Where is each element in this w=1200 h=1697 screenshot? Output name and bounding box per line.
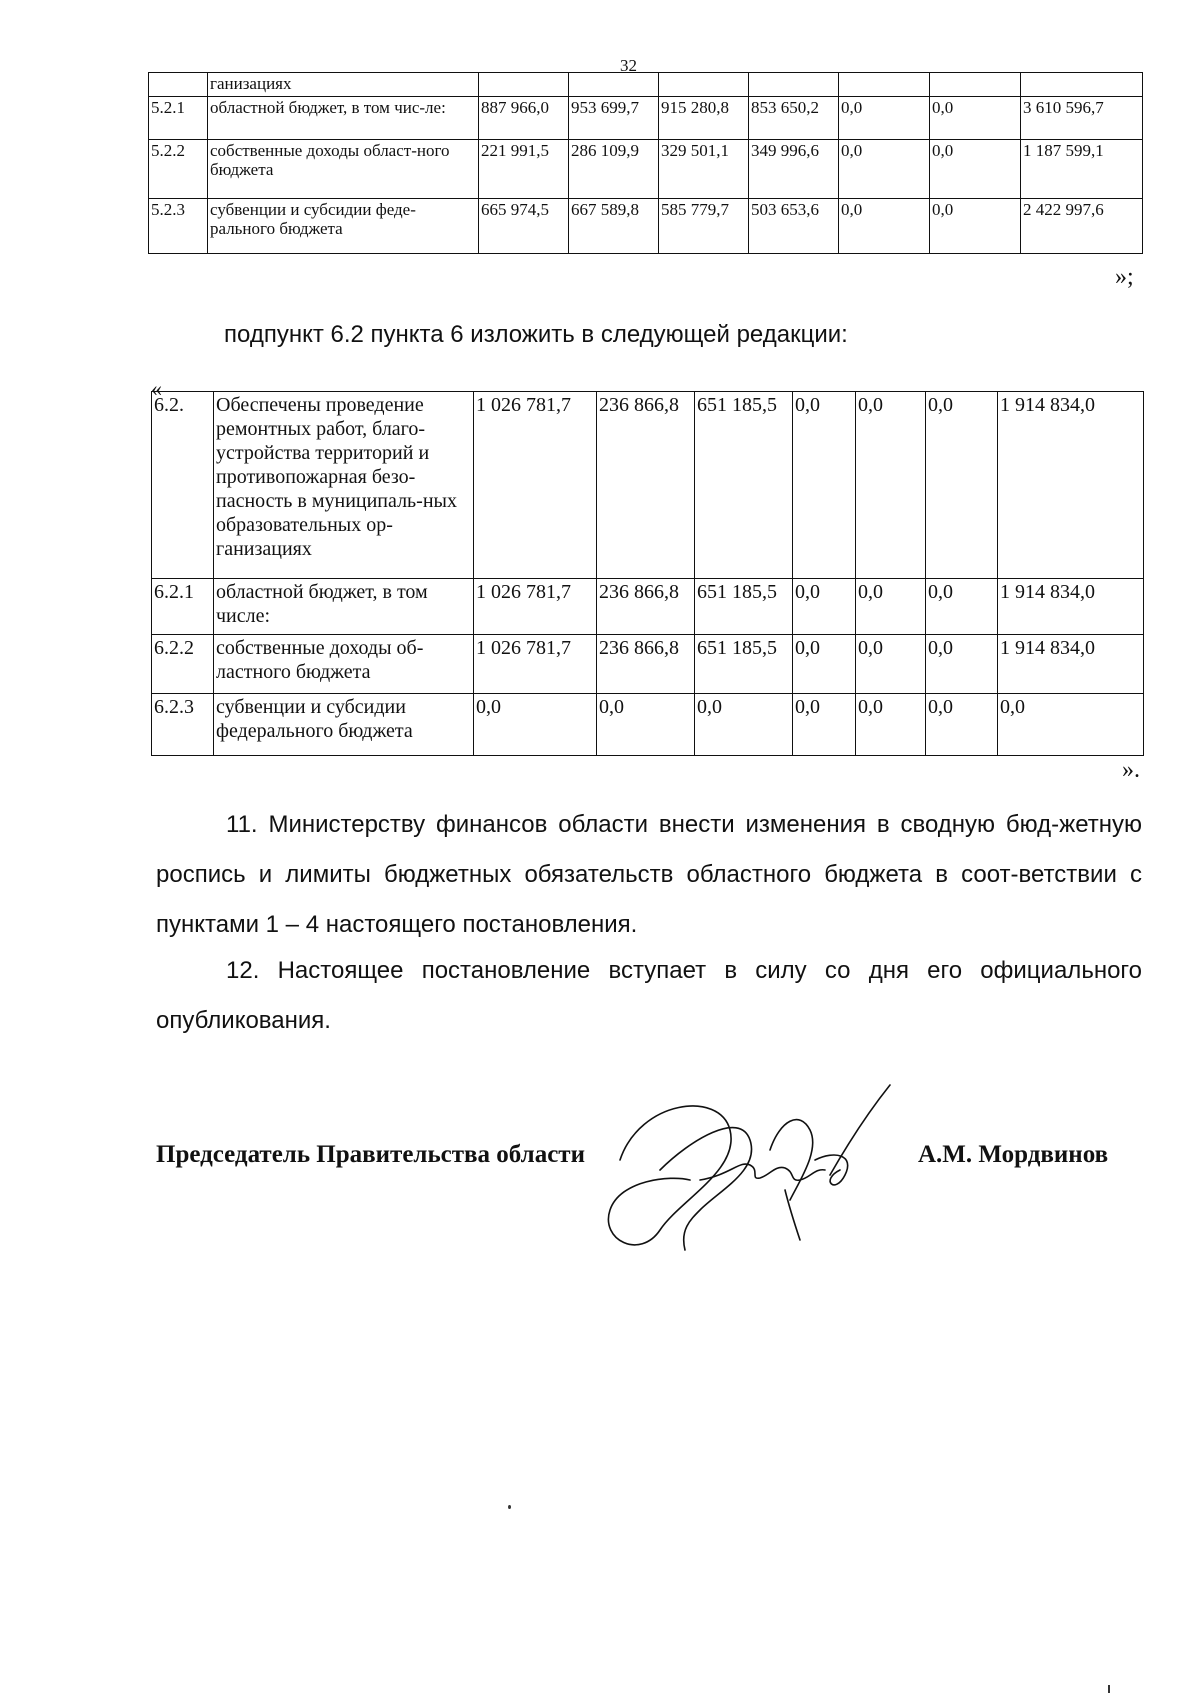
table-cell: 665 974,5 [479, 199, 569, 254]
table-row [149, 199, 1143, 254]
table-cell: 1 026 781,7 [474, 579, 597, 635]
table-row [149, 140, 1143, 199]
budget-table-6-2 [151, 391, 1144, 756]
table-cell: 853 650,2 [749, 97, 839, 140]
table-cell: ганизациях [208, 73, 479, 97]
table-cell: собственные доходы об-ластного бюджета [214, 635, 474, 694]
table-cell: Обеспечены проведение ремонтных работ, благо-устройства территорий и противопожарная безо-пасность в муниципаль-ных образовательных ор-ганизациях [214, 392, 474, 579]
table-cell: 0,0 [998, 694, 1144, 756]
quote-close-2: ». [1122, 757, 1140, 783]
table-cell: 5.2.2 [149, 140, 208, 199]
table-cell: областной бюджет, в том чис-ле: [208, 97, 479, 140]
table-cell: 0,0 [930, 97, 1021, 140]
table-cell: 6.2. [152, 392, 214, 579]
quote-close-1: »; [1115, 264, 1134, 290]
table-cell: субвенции и субсидии феде-рального бюджета [208, 199, 479, 254]
table-cell: 0,0 [926, 635, 998, 694]
table-cell: 0,0 [930, 140, 1021, 199]
handwritten-signature [600, 1080, 930, 1280]
table-cell: областной бюджет, в том числе: [214, 579, 474, 635]
table-cell: 0,0 [793, 635, 856, 694]
table-cell: 0,0 [597, 694, 695, 756]
table-cell: 0,0 [856, 635, 926, 694]
table-cell: 651 185,5 [695, 635, 793, 694]
table-cell: 503 653,6 [749, 199, 839, 254]
table-cell: 0,0 [839, 140, 930, 199]
table-cell: 0,0 [793, 694, 856, 756]
table-cell: 2 422 997,6 [1021, 199, 1143, 254]
table-row [152, 635, 1144, 694]
table-cell: 651 185,5 [695, 392, 793, 579]
table-cell: 221 991,5 [479, 140, 569, 199]
table-cell: 0,0 [856, 694, 926, 756]
table-cell [839, 73, 930, 97]
table-cell [930, 73, 1021, 97]
table-row [152, 579, 1144, 635]
scan-speck [508, 1505, 511, 1509]
table-cell: 1 026 781,7 [474, 635, 597, 694]
table-cell: 887 966,0 [479, 97, 569, 140]
table-cell: 585 779,7 [659, 199, 749, 254]
table-cell: 5.2.1 [149, 97, 208, 140]
table-cell: 0,0 [930, 199, 1021, 254]
table-cell [149, 73, 208, 97]
paragraph-12: 12. Настоящее постановление вступает в силу со дня его официального опубликования. [156, 957, 1142, 1034]
table-cell: 0,0 [695, 694, 793, 756]
table-cell: 0,0 [926, 392, 998, 579]
table-cell: 236 866,8 [597, 635, 695, 694]
table-cell: 1 914 834,0 [998, 392, 1144, 579]
table-cell: 236 866,8 [597, 392, 695, 579]
table-cell: 1 914 834,0 [998, 635, 1144, 694]
signatory-title: Председатель Правительства области [156, 1141, 585, 1168]
table-cell [659, 73, 749, 97]
table-cell: 953 699,7 [569, 97, 659, 140]
table-row [149, 73, 1143, 97]
table-cell: субвенции и субсидии федерального бюджета [214, 694, 474, 756]
table-cell: 6.2.3 [152, 694, 214, 756]
quote-open-2: « [151, 376, 162, 401]
table-cell [1021, 73, 1143, 97]
table-cell: 5.2.3 [149, 199, 208, 254]
table-cell: 3 610 596,7 [1021, 97, 1143, 140]
signatory-name: А.М. Мордвинов [918, 1141, 1109, 1168]
table-cell: 236 866,8 [597, 579, 695, 635]
table-cell: 0,0 [926, 579, 998, 635]
table-cell: 0,0 [793, 392, 856, 579]
page-number: 32 [620, 56, 637, 75]
table-cell: 0,0 [474, 694, 597, 756]
table-cell: 651 185,5 [695, 579, 793, 635]
table-cell [479, 73, 569, 97]
table-cell [569, 73, 659, 97]
scan-speck [1108, 1685, 1110, 1693]
table-cell: 1 914 834,0 [998, 579, 1144, 635]
table-cell: 915 280,8 [659, 97, 749, 140]
table-cell: 6.2.2 [152, 635, 214, 694]
budget-table-5-2 [148, 72, 1143, 254]
table-cell: 0,0 [839, 199, 930, 254]
table-cell: 349 996,6 [749, 140, 839, 199]
table-cell: 286 109,9 [569, 140, 659, 199]
table-cell: 0,0 [793, 579, 856, 635]
table-cell: 667 589,8 [569, 199, 659, 254]
table-row [152, 392, 1144, 579]
table-cell: 0,0 [926, 694, 998, 756]
subpoint-text: подпункт 6.2 пункта 6 изложить в следующей редакции: [224, 321, 848, 348]
table-cell: 0,0 [856, 579, 926, 635]
paragraph-11: 11. Министерству финансов области внести изменения в сводную бюд-жетную роспись и лимиты бюджетных обязательств областного бюджета в соот-ветствии с пунктами 1 – 4 настоящего постановления. [156, 811, 1142, 938]
table-row [149, 97, 1143, 140]
table-cell: 1 026 781,7 [474, 392, 597, 579]
table-cell: 0,0 [839, 97, 930, 140]
table-cell: 6.2.1 [152, 579, 214, 635]
table-cell: 0,0 [856, 392, 926, 579]
table-row [152, 694, 1144, 756]
table-cell [749, 73, 839, 97]
table-cell: 1 187 599,1 [1021, 140, 1143, 199]
table-cell: собственные доходы област-ного бюджета [208, 140, 479, 199]
table-cell: 329 501,1 [659, 140, 749, 199]
